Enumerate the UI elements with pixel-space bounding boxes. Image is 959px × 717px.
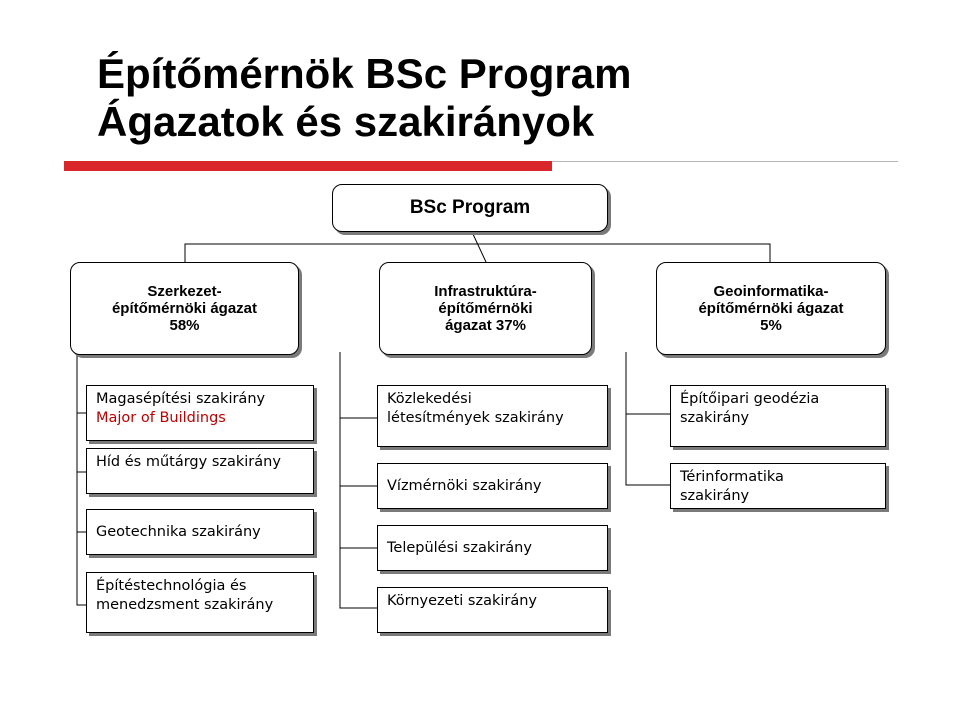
- item-box-2-4: [377, 587, 608, 633]
- item-1-3-line-1: Geotechnika szakirány: [96, 523, 261, 540]
- branch-3-line-3: 5%: [760, 317, 782, 334]
- branch-1-line-1: Szerkezet-: [147, 283, 222, 300]
- connector-branch-3-spine: [626, 352, 670, 485]
- item-1-1-line-2: Major of Buildings: [96, 410, 226, 426]
- branch-1-line-3: 58%: [169, 317, 200, 334]
- item-box-2-3: [377, 525, 608, 571]
- item-2-2-line-1: Vízmérnöki szakirány: [387, 477, 542, 494]
- item-box-2-2: [377, 463, 608, 509]
- item-2-4-line-1: Környezeti szakirány: [387, 593, 538, 609]
- item-2-3-line-1: Települési szakirány: [387, 539, 532, 556]
- branch-1-line-2: építőmérnöki ágazat: [111, 300, 258, 317]
- branch-2-line-2: építőmérnöki: [438, 300, 533, 317]
- branch-2-line-1: Infrastruktúra-: [434, 283, 537, 300]
- connector-root-bar: [185, 244, 770, 262]
- item-box-2-1: [377, 385, 608, 447]
- connector-root-down: [472, 232, 486, 262]
- root-label: BSc Program: [409, 197, 531, 218]
- item-2-1-line-2: létesítmények szakirány: [387, 410, 564, 426]
- root-node: [332, 184, 608, 232]
- branch-2-line-3: ágazat 37%: [445, 317, 526, 334]
- item-3-2-line-2: szakirány: [680, 488, 750, 504]
- branch-node-2: [379, 262, 592, 355]
- branch-node-3: [656, 262, 886, 355]
- title-line-1: Építőmérnök BSc Program: [97, 50, 632, 97]
- connector-branch-1-spine: [77, 352, 86, 605]
- title-line-2: Ágazatok és szakirányok: [97, 98, 595, 145]
- item-box-1-4: [86, 572, 314, 633]
- item-2-1-line-1: Közlekedési: [387, 391, 472, 407]
- item-box-1-1: [86, 385, 314, 441]
- item-box-3-1: [670, 385, 886, 447]
- branch-node-1: [70, 262, 299, 355]
- branch-3-line-1: Geoinformatika-: [713, 283, 829, 300]
- item-1-2-line-1: Híd és műtárgy szakirány: [96, 454, 281, 470]
- item-1-4-line-1: Építéstechnológia és: [96, 578, 247, 594]
- item-3-1-line-2: szakirány: [680, 410, 750, 426]
- item-box-1-3: [86, 509, 314, 555]
- item-box-1-2: [86, 448, 314, 494]
- item-1-1-line-1: Magasépítési szakirány: [96, 391, 266, 407]
- item-1-4-line-2: menedzsment szakirány: [96, 597, 274, 613]
- item-3-2-line-1: Térinformatika: [680, 469, 784, 485]
- item-3-1-line-1: Építőipari geodézia: [680, 391, 820, 407]
- connector-branch-2-spine: [340, 352, 377, 608]
- item-box-3-2: [670, 463, 886, 509]
- branch-3-line-2: építőmérnöki ágazat: [698, 300, 844, 317]
